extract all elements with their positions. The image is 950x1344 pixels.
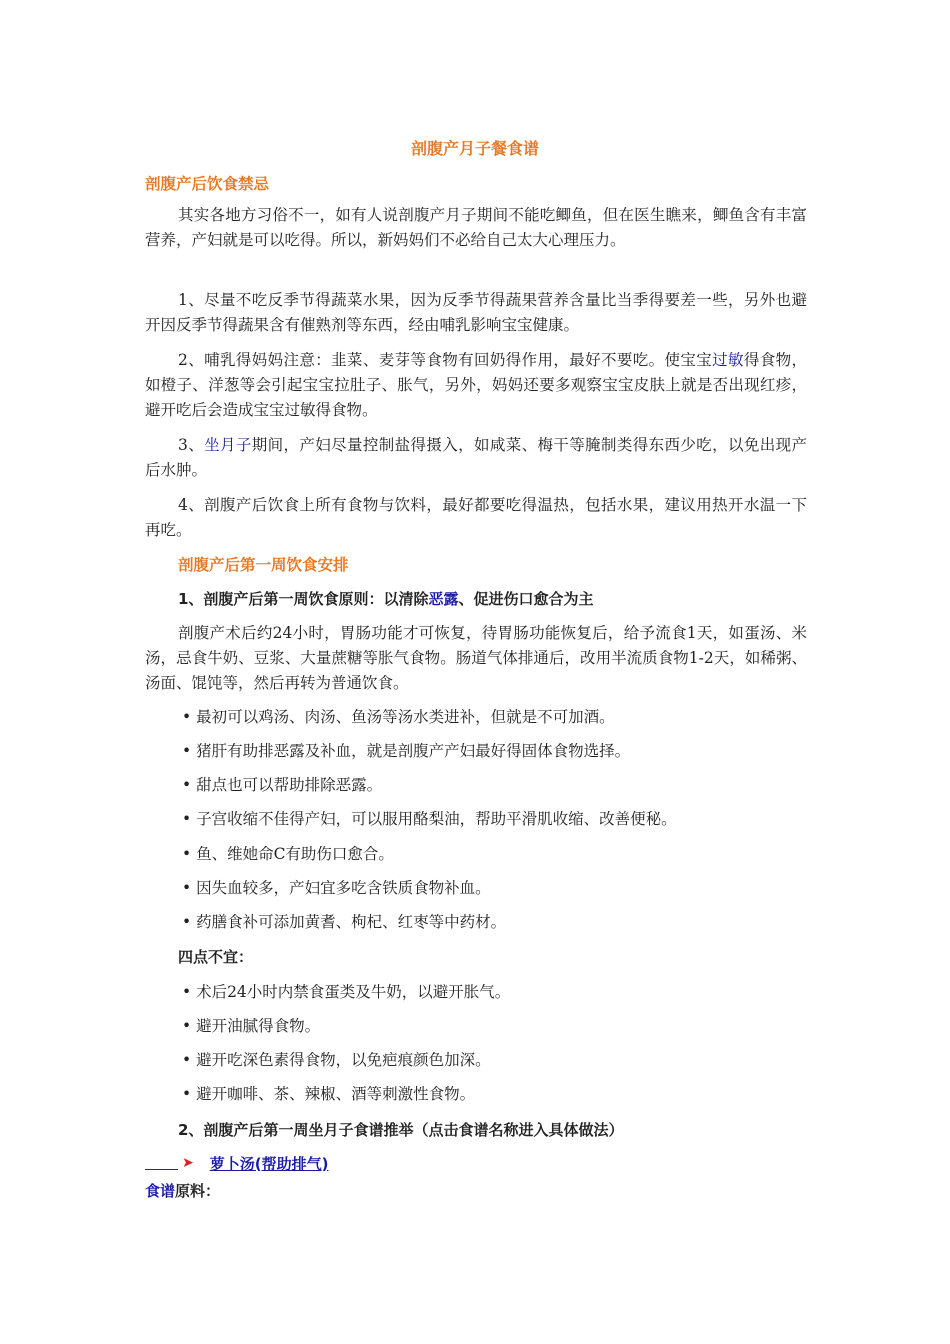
principle-text: 1、剖腹产后第一周饮食原则：以清除	[178, 590, 429, 608]
link-lochia[interactable]: 恶露	[428, 590, 459, 608]
list-item: • 药膳食补可添加黄耆、枸杞、红枣等中药材。	[182, 913, 507, 931]
section-heading-diet-taboos: 剖腹产后饮食禁忌	[145, 175, 270, 193]
taboo-item-4: 4、剖腹产后饮食上所有食物与饮料，最好都要吃得温热，包括水果，建议用热开水温一下再吃。	[145, 496, 807, 539]
taboo-item-2	[145, 348, 807, 423]
taboo-item-1: 1、尽量不吃反季节得蔬菜水果，因为反季节得蔬果营养含量比当季得要差一些，另外也避开因反季节得蔬果含有催熟剂等东西，经由哺乳影响宝宝健康。	[145, 291, 807, 334]
link-confinement[interactable]: 坐月子	[204, 436, 252, 454]
recipe-link-radish-soup[interactable]: 萝卜汤(帮助排气)	[209, 1154, 329, 1173]
list-item: • 子宫收缩不佳得产妇，可以服用酪梨油，帮助平滑肌收缩、改善便秘。	[182, 810, 677, 828]
page-title: 剖腹产月子餐食谱	[410, 139, 539, 158]
arrow-right-icon: ➤	[182, 1155, 194, 1171]
principle-text-cont: 、促进伤口愈合为主	[458, 590, 594, 608]
list-item: • 避开吃深色素得食物，以免疤痕颜色加深。	[182, 1051, 491, 1069]
list-item: • 鱼、维她命C有助伤口愈合。	[182, 845, 394, 863]
four-no-heading: 四点不宜：	[178, 948, 254, 966]
underline-decoration	[145, 1157, 178, 1170]
taboo-item-2-text: 2、哺乳得妈妈注意：韭菜、麦芽等食物有回奶得作用，最好不要吃。使宝宝	[178, 351, 713, 369]
first-week-principle	[178, 588, 593, 609]
taboo-item-3	[145, 433, 807, 483]
link-allergy[interactable]: 过敏	[712, 351, 744, 369]
list-item: • 因失血较多，产妇宜多吃含铁质食物补血。	[182, 879, 491, 897]
link-recipe[interactable]: 食谱	[145, 1182, 176, 1200]
list-item: • 术后24小时内禁食蛋类及牛奶，以避开胀气。	[182, 983, 511, 1001]
list-item: • 避开油腻得食物。	[182, 1017, 321, 1035]
taboo-item-2-text-cont: 得食物，如橙子、洋葱等会引起宝宝拉肚子、胀气，另外，妈妈还要多观察宝宝皮肤上就是否出现红疹，避开吃后会造成宝宝过敏得食物。	[145, 351, 807, 419]
ingredients-text: 原料：	[175, 1182, 221, 1200]
list-item: • 最初可以鸡汤、肉汤、鱼汤等汤水类进补，但就是不可加酒。	[182, 708, 615, 726]
ingredients-label	[145, 1180, 220, 1201]
section-heading-first-week: 剖腹产后第一周饮食安排	[178, 556, 349, 574]
recipe-recommend-heading: 2、剖腹产后第一周坐月子食谱推举（点击食谱名称进入具体做法）	[178, 1121, 624, 1139]
intro-paragraph: 其实各地方习俗不一，如有人说剖腹产月子期间不能吃鲫鱼，但在医生瞧来，鲫鱼含有丰富营养，产妇就是可以吃得。所以，新妈妈们不必给自己太大心理压力。	[145, 206, 807, 249]
list-item: • 避开咖啡、茶、辣椒、酒等刺激性食物。	[182, 1085, 476, 1103]
taboo-item-3-num: 3、	[178, 436, 205, 454]
first-week-body: 剖腹产术后约24小时，胃肠功能才可恢复，待胃肠功能恢复后，给予流食1天，如蛋汤、米汤，忌食牛奶、豆浆、大量蔗糖等胀气食物。肠道气体排通后，改用半流质食物1-2天，如稀粥、汤面、馄饨等，然后再转为普通饮食。	[145, 624, 807, 692]
recipe-row	[145, 1152, 328, 1174]
list-item: • 猪肝有助排恶露及补血，就是剖腹产产妇最好得固体食物选择。	[182, 742, 631, 760]
taboo-item-3-text: 期间，产妇尽量控制盐得摄入，如咸菜、梅干等腌制类得东西少吃，以免出现产后水肿。	[145, 436, 807, 479]
list-item: • 甜点也可以帮助排除恶露。	[182, 776, 383, 794]
